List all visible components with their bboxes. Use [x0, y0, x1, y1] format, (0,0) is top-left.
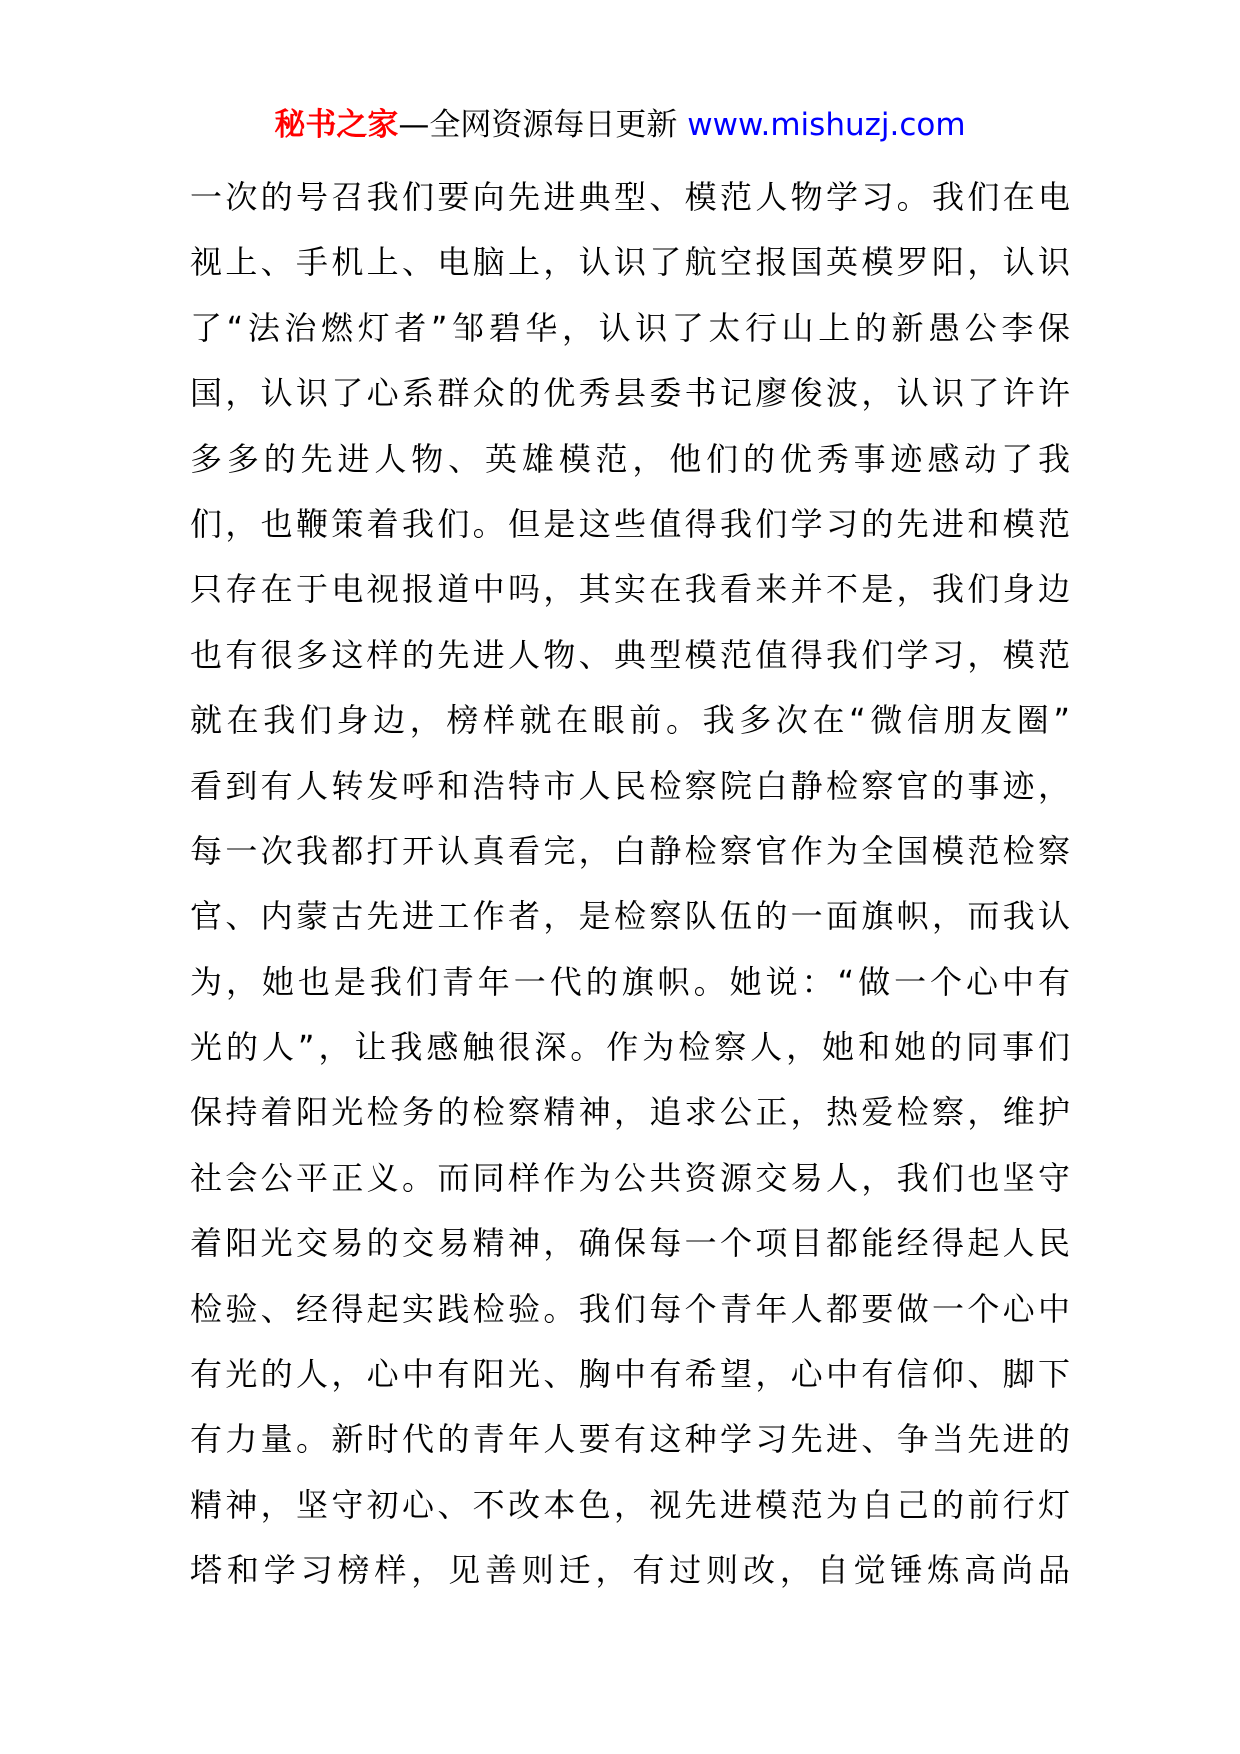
site-brand: 秘书之家 — [274, 107, 399, 143]
page-header — [0, 100, 1240, 150]
text-line: 们，也鞭策着我们。但是这些值得我们学习的先进和模范 — [190, 504, 1070, 543]
text-line: 保持着阳光检务的检察精神，追求公正，热爱检察，维护 — [190, 1093, 1070, 1132]
text-line: 看到有人转发呼和浩特市人民检察院白静检察官的事迹， — [190, 766, 1070, 805]
text-line: 有光的人，心中有阳光、胸中有希望，心中有信仰、脚下 — [190, 1355, 1070, 1394]
text-line: 塔和学习榜样，见善则迁，有过则改，自觉锤炼高尚品 — [190, 1551, 1070, 1590]
text-line: 多多的先进人物、英雄模范，他们的优秀事迹感动了我 — [190, 439, 1070, 478]
text-line: 一次的号召我们要向先进典型、模范人物学习。我们在电 — [190, 178, 1070, 216]
text-line: 只存在于电视报道中吗，其实在我看来并不是，我们身边 — [190, 570, 1070, 609]
document-body — [190, 165, 1070, 1604]
text-line: 每一次我都打开认真看完，白静检察官作为全国模范检察 — [190, 831, 1070, 870]
text-line: 精神，坚守初心、不改本色，视先进模范为自己的前行灯 — [190, 1485, 1070, 1524]
site-tagline: —全网资源每日更新 — [398, 107, 678, 143]
text-line: 国，认识了心系群众的优秀县委书记廖俊波，认识了许许 — [190, 374, 1070, 413]
site-url[interactable]: www.mishuzj.com — [687, 107, 966, 143]
text-line: 社会公平正义。而同样作为公共资源交易人，我们也坚守 — [190, 1158, 1070, 1197]
text-line: 为，她也是我们青年一代的旗帜。她说：“做一个心中有 — [190, 962, 1070, 1001]
text-line: 光的人”，让我感触很深。作为检察人，她和她的同事们 — [190, 1028, 1070, 1067]
text-line: 也有很多这样的先进人物、典型模范值得我们学习，模范 — [190, 635, 1070, 674]
text-line: 视上、手机上、电脑上，认识了航空报国英模罗阳，认识 — [190, 243, 1070, 282]
text-line: 就在我们身边，榜样就在眼前。我多次在“微信朋友圈” — [190, 701, 1070, 740]
text-line: 了“法治燃灯者”邹碧华，认识了太行山上的新愚公李保 — [190, 308, 1070, 347]
text-line: 着阳光交易的交易精神，确保每一个项目都能经得起人民 — [190, 1224, 1070, 1263]
text-line: 检验、经得起实践检验。我们每个青年人都要做一个心中 — [190, 1289, 1070, 1328]
text-line: 官、内蒙古先进工作者，是检察队伍的一面旗帜，而我认 — [190, 897, 1070, 936]
text-line: 有力量。新时代的青年人要有这种学习先进、争当先进的 — [190, 1420, 1070, 1459]
